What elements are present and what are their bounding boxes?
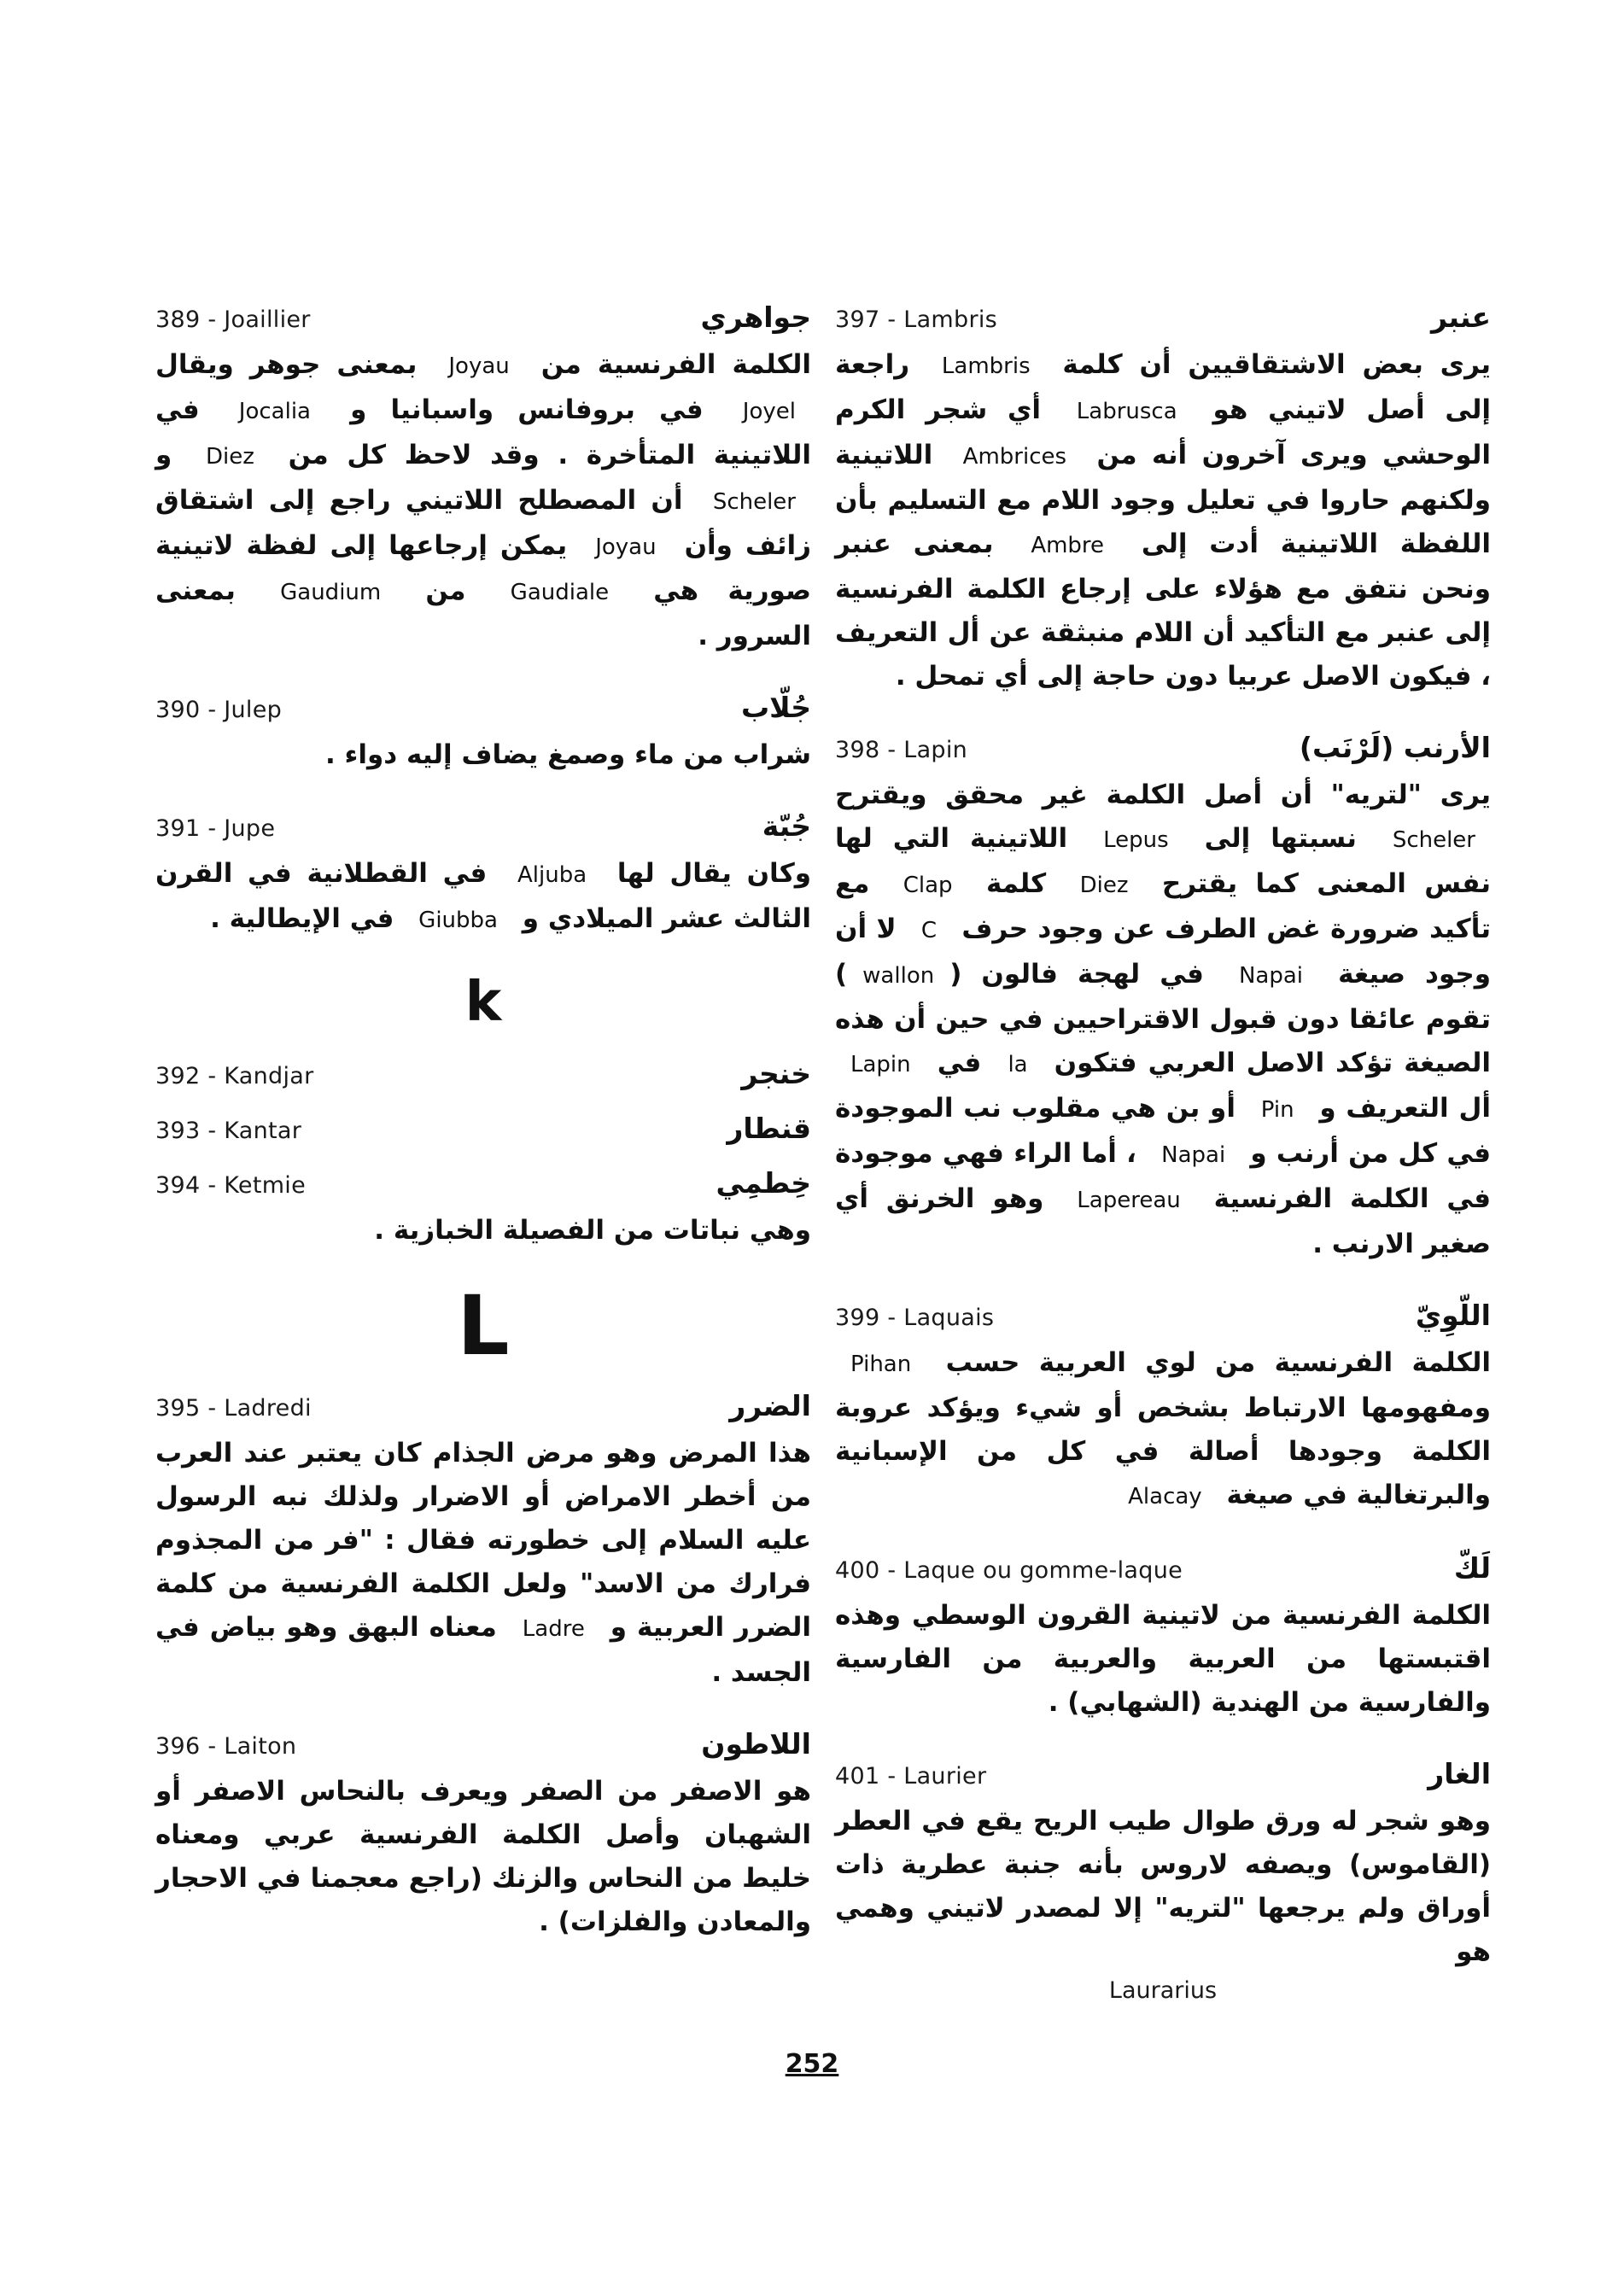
right-column: [835, 301, 1491, 2041]
entry-number-term: 393 - Kantar: [155, 1118, 302, 1144]
entry-definition: الكلمة الفرنسية من لوي العربية حسب Pihan ومفهومها الارتباط بشخص أو شيء ويؤكد عروبة الكلمة وجودها أصالة في كل من الإسبانية والبرتغالية في صيغة Alacay: [835, 1341, 1491, 1519]
entry-heading: [835, 301, 1491, 343]
latin-term: Pihan: [850, 1352, 912, 1377]
latin-term: Ambrices: [962, 444, 1067, 470]
entry-definition: الكلمة الفرنسية من Joyau بمعنى جوهر ويقال Joyel في بروفانس واسبانيا و Jocalia في اللاتينية المتأخرة . وقد لاحظ كل من Diez و Scheler أن المصطلح اللاتيني راجع إلى اشتقاق زائف وأن Joyau يمكن إرجاعها إلى لفظة لاتينية صورية هي Gaudiale من Gaudium بمعنى السرور .: [155, 343, 811, 658]
section-letter: L: [457, 1278, 510, 1374]
entry-number-term: 389 - Joaillier: [155, 307, 311, 333]
entry-arabic-word: الغار: [1428, 1757, 1491, 1790]
entry-heading: [155, 1057, 811, 1100]
latin-term: Lapereau: [1077, 1188, 1181, 1213]
entry-number-term: 392 - Kandjar: [155, 1063, 314, 1089]
dictionary-entry: [835, 1299, 1491, 1519]
entry-arabic-word: اللّوِيّ: [1415, 1299, 1491, 1332]
entry-arabic-word: عنبر: [1430, 301, 1491, 334]
dictionary-entry: [835, 731, 1491, 1266]
dictionary-entry: [155, 1727, 811, 1944]
entry-number-term: 397 - Lambris: [835, 307, 998, 333]
section-letter: k: [464, 971, 502, 1034]
entry-heading: [835, 1757, 1491, 1800]
latin-term: Aljuba: [517, 862, 587, 888]
entry-arabic-word: جُبّة: [762, 809, 811, 843]
latin-term: Lambris: [941, 353, 1031, 379]
latin-term: wallon: [862, 963, 935, 989]
latin-term: Jocalia: [238, 399, 311, 424]
dictionary-entry: [835, 1757, 1491, 2008]
entry-arabic-word: الأرنب (لَرْنَب): [1299, 731, 1491, 764]
entry-arabic-word: جُلّاب: [740, 691, 811, 724]
page-number: 252: [785, 2049, 839, 2079]
latin-term: Joyau: [448, 353, 510, 379]
entry-number-term: 398 - Lapin: [835, 737, 968, 763]
entry-heading: [835, 1551, 1491, 1594]
dictionary-entry: [835, 301, 1491, 698]
latin-term: Scheler: [1392, 827, 1475, 853]
entry-heading: [155, 1112, 811, 1154]
entry-definition: الكلمة الفرنسية من لاتينية القرون الوسطي وهذه اقتبستها من العربية والعربية من الفارسية والفارسية من الهندية (الشهابي) .: [835, 1600, 1491, 1718]
latin-term: Napai: [1238, 963, 1304, 989]
entry-heading: [155, 809, 811, 852]
latin-term: Ladre: [522, 1616, 585, 1642]
latin-term: Lapin: [850, 1052, 911, 1077]
dictionary-entry: [155, 301, 811, 658]
entry-heading: [155, 301, 811, 343]
latin-term: Gaudium: [280, 580, 382, 605]
entry-number-term: 391 - Jupe: [155, 815, 276, 842]
latin-term: Clap: [903, 873, 953, 898]
entry-number-term: 400 - Laque ou gomme-laque: [835, 1557, 1183, 1584]
entry-arabic-word: الضرر: [729, 1389, 811, 1422]
entry-arabic-word: اللاطون: [701, 1727, 811, 1760]
latin-term: Giubba: [418, 908, 498, 933]
dictionary-entry: [155, 1112, 811, 1154]
entry-heading: [155, 1166, 811, 1209]
entry-arabic-word: جواهري: [700, 301, 811, 334]
entry-arabic-word: خِطمِي: [716, 1166, 811, 1200]
left-column: [155, 301, 811, 1976]
entry-definition: يرى "لتريه" أن أصل الكلمة غير محقق ويقترح Scheler نسبتها إلى Lepus اللاتينية التي لها نفس المعنى كما يقترح Diez كلمة Clap مع تأكيد ضرورة غض الطرف عن وجود حرف C لا أن وجود صيغة Napai في لهجة فالون (wallon) تقوم عائقا دون قبول الاقتراحيين في حين أن هذه الصيغة تؤكد الاصل العربي فتكون la في Lapin أل التعريف و Pin أو بن هي مقلوب نب الموجودة في كل من أرنب و Napai ، أما الراء فهي موجودة في الكلمة الفرنسية Lapereau وهو الخرنق أي صغير الارنب .: [835, 779, 1492, 1259]
entry-heading: [155, 1727, 811, 1770]
latin-term: Ambre: [1031, 533, 1105, 558]
latin-term: Joyau: [595, 534, 657, 560]
entry-definition: وهي نباتات من الفصيلة الخبازية .: [374, 1215, 811, 1246]
entry-arabic-word: خنجر: [741, 1057, 811, 1090]
entry-heading: [155, 1389, 811, 1432]
entry-heading: [155, 691, 811, 733]
latin-term: C: [920, 918, 938, 943]
entry-number-term: 399 - Laquais: [835, 1305, 995, 1331]
entry-number-term: 401 - Laurier: [835, 1763, 987, 1790]
entry-number-term: 396 - Laiton: [155, 1733, 297, 1760]
dictionary-entry: [835, 1551, 1491, 1725]
latin-term: Pin: [1260, 1097, 1294, 1123]
latin-term: Joyel: [742, 399, 796, 424]
latin-term: la: [1008, 1052, 1028, 1077]
entry-definition: وهو شجر له ورق طوال طيب الريح يقع في العطر (القاموس) ويصفه لاروس بأنه جنبة عطرية ذات أوراق ولم يرجعها "لتريه" إلا لمصدر لاتيني وهمي هو: [835, 1806, 1491, 1967]
entry-latin-source: Laurarius: [1108, 1977, 1218, 2004]
entry-arabic-word: قنطار: [727, 1112, 811, 1145]
latin-term: Scheler: [712, 489, 796, 515]
entry-number-term: 395 - Ladredi: [155, 1395, 312, 1422]
entry-definition: يرى بعض الاشتقاقيين أن كلمة Lambris راجعة إلى أصل لاتيني هو Labrusca أي شجر الكرم الوحشي ويرى آخرون أنه من Ambrices اللاتينية ولكنهم حاروا في تعليل وجود اللام مع التسليم بأن اللفظة اللاتينية أدت إلى Ambre بمعنى عنبر ونحن نتفق مع هؤلاء على إرجاع الكلمة الفرنسية إلى عنبر مع التأكيد أن اللام منبثقة عن أل التعريف ، فيكون الاصل عربيا دون حاجة إلى أي تمحل .: [835, 343, 1491, 698]
entry-heading: [835, 1299, 1491, 1341]
entry-number-term: 390 - Julep: [155, 697, 283, 723]
latin-term: Labrusca: [1076, 399, 1177, 424]
dictionary-entry: [155, 1057, 811, 1100]
latin-term: Lepus: [1103, 827, 1169, 853]
dictionary-entry: [155, 691, 811, 777]
latin-term: Diez: [205, 444, 254, 470]
dictionary-entry: [155, 1389, 811, 1695]
latin-term: Gaudiale: [510, 580, 610, 605]
entry-number-term: 394 - Ketmie: [155, 1172, 307, 1199]
entry-definition: هذا المرض وهو مرض الجذام كان يعتبر عند العرب من أخطر الامراض أو الاضرار ولذلك نبه الرسول عليه السلام إلى خطورته فقال : "فر من المجذوم فرارك من الاسد" ولعل الكلمة الفرنسية من كلمة الضرر العربية و Ladre معناه البهق وهو بياض في الجسد .: [155, 1438, 812, 1688]
entry-definition: هو الاصفر من الصفر ويعرف بالنحاس الاصفر أو الشهبان وأصل الكلمة الفرنسية عربي ومعناه خليط من النحاس والزنك (راجع معجمنا في الاحجار والمعادن والفلزات) .: [155, 1776, 811, 1937]
dictionary-entry: [155, 1166, 811, 1252]
latin-term: Alacay: [1128, 1484, 1202, 1509]
latin-term: Diez: [1079, 873, 1129, 898]
entry-definition: شراب من ماء وصمغ يضاف إليه دواء .: [324, 739, 811, 770]
dictionary-entry: [155, 809, 811, 943]
entry-arabic-word: لَكّ: [1453, 1551, 1491, 1585]
entry-definition: وكان يقال لها Aljuba في القطلانية في القرن الثالث عشر الميلادي و Giubba في الإيطالية .: [155, 852, 811, 943]
entry-heading: [835, 731, 1491, 774]
latin-term: Napai: [1161, 1142, 1226, 1168]
